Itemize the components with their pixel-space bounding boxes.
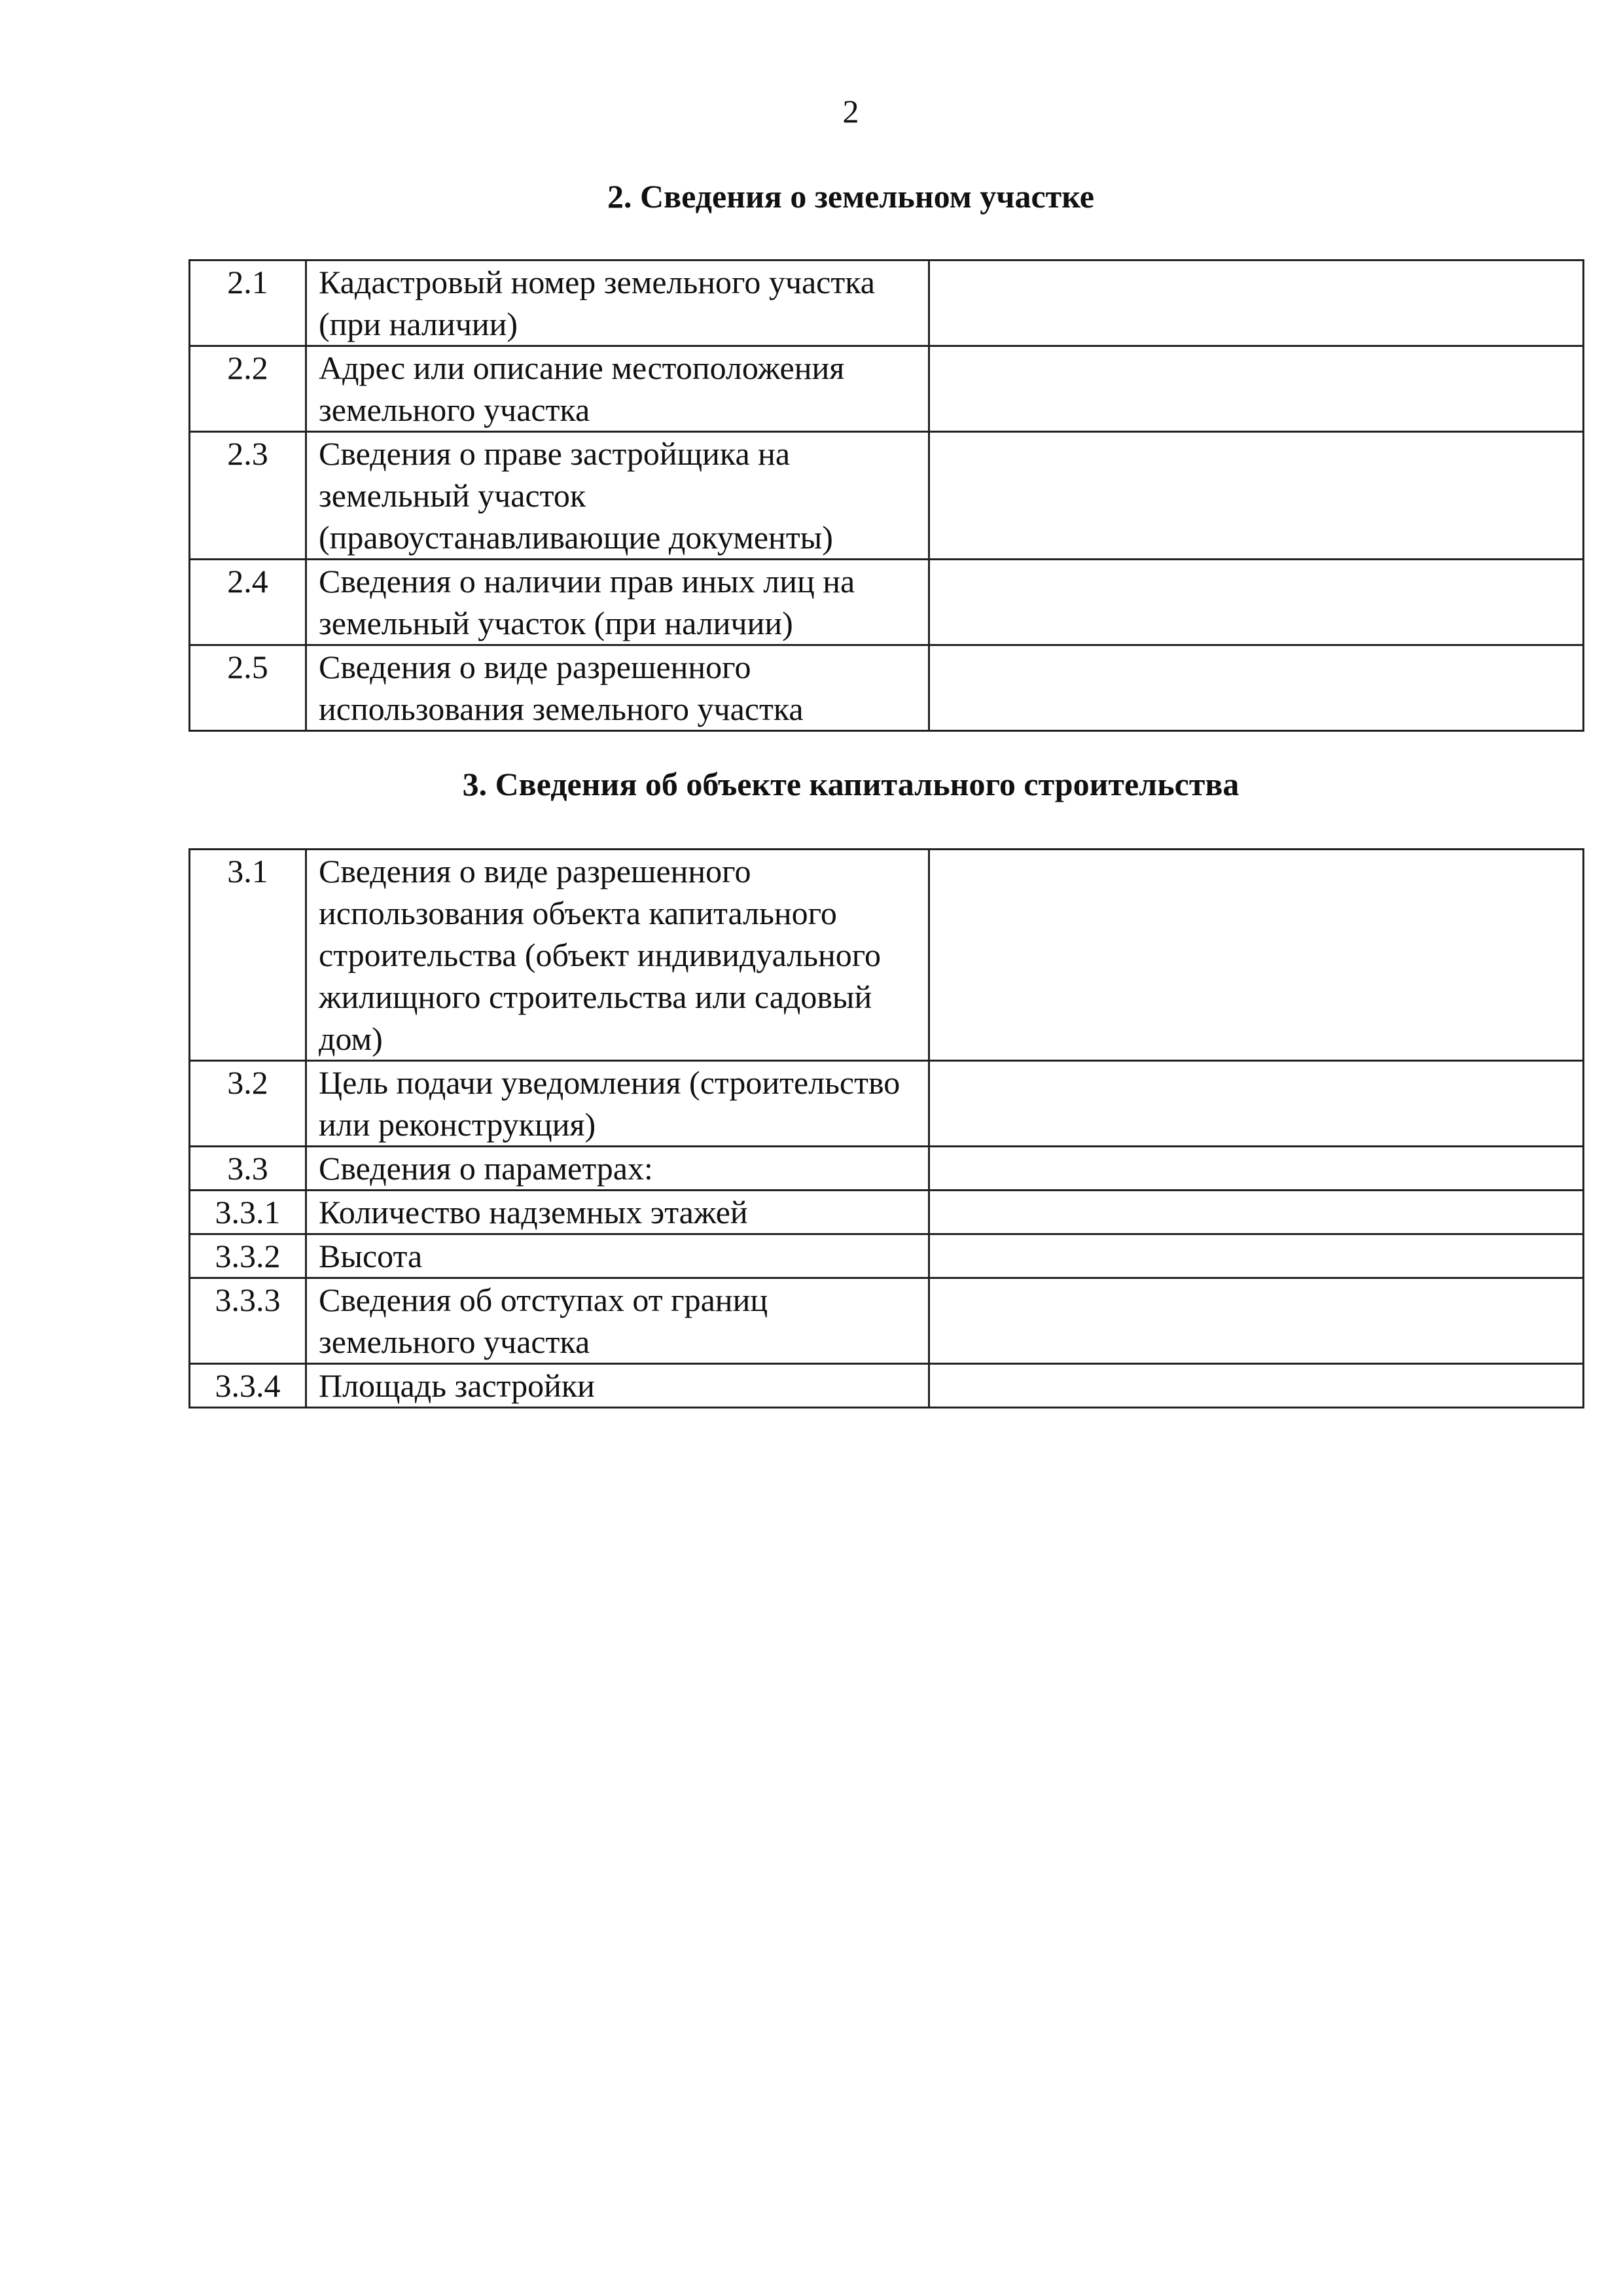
row-number: 2.3 [190, 432, 306, 560]
table-row [190, 1147, 1584, 1191]
row-number: 3.1 [190, 850, 306, 1061]
row-value-field[interactable] [929, 1364, 1584, 1408]
row-label: Сведения о праве застройщика на земельный участок (правоустанавливающие документы) [306, 432, 929, 560]
row-value-field[interactable] [929, 1278, 1584, 1364]
table-row [190, 432, 1584, 560]
row-number: 2.4 [190, 560, 306, 645]
row-value-field[interactable] [929, 1061, 1584, 1147]
table-row [190, 1364, 1584, 1408]
row-value-field[interactable] [929, 432, 1584, 560]
table-row [190, 1278, 1584, 1364]
row-value-field[interactable] [929, 1191, 1584, 1234]
row-label: Площадь застройки [306, 1364, 929, 1408]
row-label: Кадастровый номер земельного участка (при наличии) [306, 260, 929, 346]
land-plot-table [188, 259, 1584, 732]
row-number: 2.5 [190, 645, 306, 731]
table-row [190, 1234, 1584, 1278]
page-number: 2 [842, 93, 859, 130]
row-number: 2.2 [190, 346, 306, 432]
row-value-field[interactable] [929, 1234, 1584, 1278]
row-label: Сведения о виде разрешенного использования земельного участка [306, 645, 929, 731]
row-label: Сведения о виде разрешенного использования объекта капитального строительства (объект индивидуального жилищного строительства или садовый дом) [306, 850, 929, 1061]
row-label: Высота [306, 1234, 929, 1278]
row-label: Сведения об отступах от границ земельного участка [306, 1278, 929, 1364]
row-number: 3.3.2 [190, 1234, 306, 1278]
row-label: Сведения о параметрах: [306, 1147, 929, 1191]
table-row [190, 260, 1584, 346]
row-label: Цель подачи уведомления (строительство или реконструкция) [306, 1061, 929, 1147]
row-label: Количество надземных этажей [306, 1191, 929, 1234]
table-row [190, 346, 1584, 432]
row-value-field[interactable] [929, 560, 1584, 645]
row-label: Сведения о наличии прав иных лиц на земельный участок (при наличии) [306, 560, 929, 645]
row-value-field[interactable] [929, 1147, 1584, 1191]
row-number: 3.3.3 [190, 1278, 306, 1364]
table-row [190, 560, 1584, 645]
row-value-field[interactable] [929, 850, 1584, 1061]
section-3-title: 3. Сведения об объекте капитального строительства [462, 766, 1240, 802]
row-value-field[interactable] [929, 260, 1584, 346]
table-row [190, 850, 1584, 1061]
row-number: 2.1 [190, 260, 306, 346]
row-label: Адрес или описание местоположения земельного участка [306, 346, 929, 432]
construction-object-table [188, 848, 1584, 1408]
section-2-title: 2. Сведения о земельном участке [607, 178, 1094, 215]
table-row [190, 1061, 1584, 1147]
row-number: 3.3.1 [190, 1191, 306, 1234]
row-value-field[interactable] [929, 346, 1584, 432]
table-row [190, 645, 1584, 731]
row-value-field[interactable] [929, 645, 1584, 731]
table-row [190, 1191, 1584, 1234]
row-number: 3.3 [190, 1147, 306, 1191]
row-number: 3.2 [190, 1061, 306, 1147]
row-number: 3.3.4 [190, 1364, 306, 1408]
